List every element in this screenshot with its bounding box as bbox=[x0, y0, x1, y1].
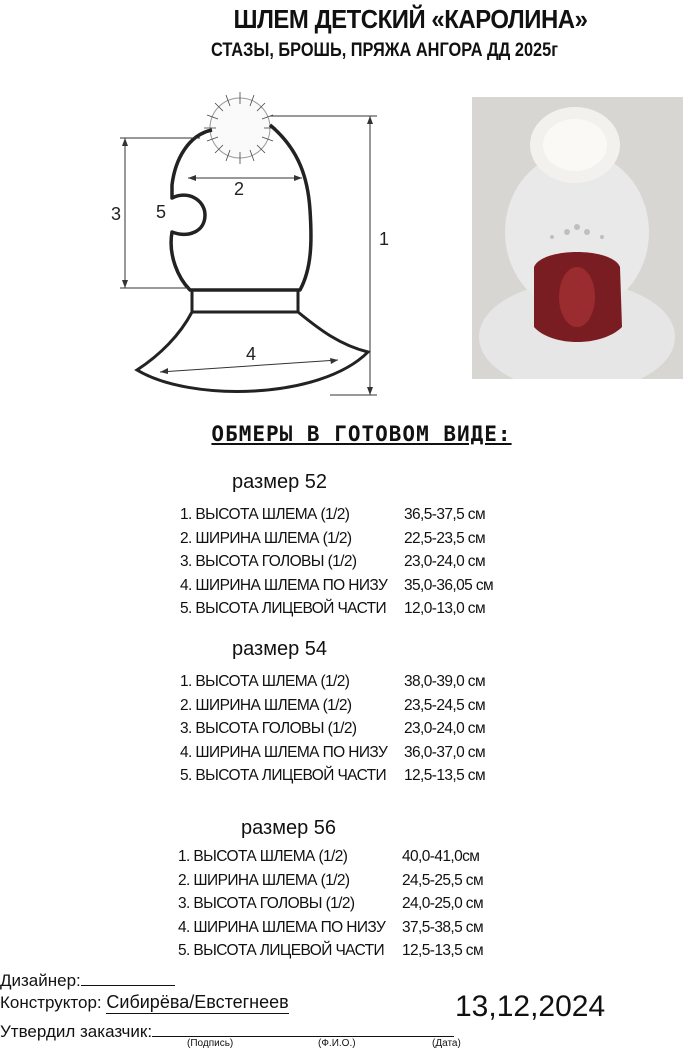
table-row bbox=[178, 892, 483, 916]
constructor-value: Сибирёва/Евстегнеев bbox=[106, 992, 289, 1012]
table-row bbox=[178, 939, 483, 963]
row-name: 2. ШИРИНА ШЛЕМА (1/2) bbox=[180, 696, 352, 714]
caption-signature: (Подпись) bbox=[187, 1038, 234, 1049]
table-row bbox=[178, 869, 483, 893]
table-row bbox=[178, 916, 483, 940]
document-title: ШЛЕМ ДЕТСКИЙ «КАРОЛИНА» bbox=[233, 4, 588, 34]
constructor-line bbox=[0, 992, 289, 1014]
designer-blank bbox=[81, 967, 175, 986]
table-row bbox=[180, 574, 493, 598]
table-row bbox=[180, 717, 485, 741]
row-name: 3. ВЫСОТА ГОЛОВЫ (1/2) bbox=[180, 720, 357, 738]
row-name: 3. ВЫСОТА ГОЛОВЫ (1/2) bbox=[178, 895, 355, 913]
row-value: 23,0-24,0 см bbox=[404, 720, 486, 738]
measurements-title: ОБМЕРЫ В ГОТОВОМ ВИДЕ: bbox=[211, 422, 512, 446]
table-row bbox=[180, 670, 485, 694]
row-value: 12,5-13,5 см bbox=[402, 942, 484, 960]
table-row bbox=[180, 764, 485, 788]
row-name: 5. ВЫСОТА ЛИЦЕВОЙ ЧАСТИ bbox=[180, 767, 387, 785]
row-value: 12,5-13,5 см bbox=[404, 767, 486, 785]
size-54-table bbox=[180, 670, 485, 788]
row-value: 40,0-41,0см bbox=[402, 848, 480, 865]
designer-label: Дизайнер: bbox=[0, 971, 81, 990]
size-52-label: размер 52 bbox=[232, 471, 327, 493]
size-54-label: размер 54 bbox=[232, 638, 327, 660]
document-date: 13,12,2024 bbox=[455, 990, 606, 1023]
size-56-label: размер 56 bbox=[241, 817, 336, 839]
dimension-label-4: 4 bbox=[246, 344, 257, 364]
row-name: 5. ВЫСОТА ЛИЦЕВОЙ ЧАСТИ bbox=[178, 942, 385, 960]
size-52-table bbox=[180, 503, 493, 621]
caption-name: (Ф.И.О.) bbox=[318, 1038, 356, 1049]
row-name: 3. ВЫСОТА ГОЛОВЫ (1/2) bbox=[180, 553, 357, 571]
row-value: 23,5-24,5 см bbox=[404, 696, 486, 714]
constructor-label: Конструктор: bbox=[0, 993, 102, 1012]
size-56-table bbox=[178, 845, 483, 963]
dimension-label-5: 5 bbox=[156, 202, 167, 222]
dimension-label-2: 2 bbox=[234, 179, 245, 199]
table-row bbox=[180, 741, 485, 765]
row-name: 2. ШИРИНА ШЛЕМА (1/2) bbox=[180, 529, 352, 547]
row-name: 4. ШИРИНА ШЛЕМА ПО НИЗУ bbox=[178, 918, 386, 936]
approved-blank bbox=[152, 1018, 454, 1037]
approved-label: Утвердил заказчик: bbox=[0, 1022, 153, 1041]
row-value: 12,0-13,0 см bbox=[404, 600, 486, 618]
row-value: 38,0-39,0 см bbox=[404, 673, 486, 690]
row-value: 37,5-38,5 см bbox=[402, 918, 484, 936]
table-row bbox=[180, 597, 493, 621]
pompom-sketch bbox=[204, 92, 276, 164]
row-value: 24,0-25,0 см bbox=[402, 895, 484, 913]
row-name: 1. ВЫСОТА ШЛЕМА (1/2) bbox=[180, 673, 350, 690]
document-subtitle: СТАЗЫ, БРОШЬ, ПРЯЖА АНГОРА ДД 2025г bbox=[210, 40, 559, 61]
dimension-label-1: 1 bbox=[379, 229, 390, 249]
product-photo bbox=[472, 97, 683, 379]
table-row bbox=[180, 550, 493, 574]
row-value: 23,0-24,0 см bbox=[404, 553, 486, 571]
table-row bbox=[180, 503, 493, 527]
row-name: 4. ШИРИНА ШЛЕМА ПО НИЗУ bbox=[180, 743, 388, 761]
row-value: 22,5-23,5 см bbox=[404, 529, 486, 547]
row-name: 2. ШИРИНА ШЛЕМА (1/2) bbox=[178, 871, 350, 889]
row-value: 24,5-25,5 см bbox=[402, 871, 484, 889]
row-value: 36,0-37,0 см bbox=[404, 743, 486, 761]
row-name: 4. ШИРИНА ШЛЕМА ПО НИЗУ bbox=[180, 576, 388, 594]
row-name: 1. ВЫСОТА ШЛЕМА (1/2) bbox=[180, 506, 350, 523]
dimension-label-3: 3 bbox=[111, 204, 122, 224]
hat-sketch-diagram bbox=[100, 90, 400, 400]
caption-date: (Дата) bbox=[432, 1038, 461, 1049]
table-row bbox=[180, 694, 485, 718]
table-row bbox=[180, 527, 493, 551]
designer-line bbox=[0, 967, 175, 991]
collar-outline bbox=[192, 290, 298, 312]
row-value: 35,0-36,05 см bbox=[404, 576, 494, 594]
row-name: 1. ВЫСОТА ШЛЕМА (1/2) bbox=[178, 848, 348, 865]
row-value: 36,5-37,5 см bbox=[404, 506, 486, 523]
row-name: 5. ВЫСОТА ЛИЦЕВОЙ ЧАСТИ bbox=[180, 600, 387, 618]
table-row bbox=[178, 845, 483, 869]
